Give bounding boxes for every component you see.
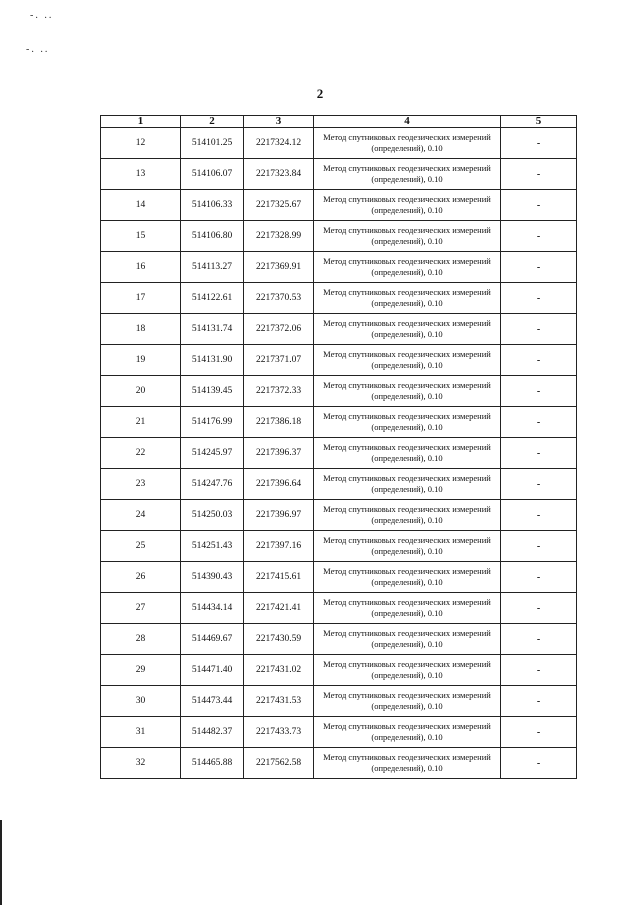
y-coordinate-cell: 2217433.73 [244, 717, 314, 748]
scan-mark: -. .. [30, 10, 54, 21]
y-coordinate-cell: 2217421.41 [244, 593, 314, 624]
method-cell: Метод спутниковых геодезических измерений (определений), 0.10 [314, 593, 501, 624]
description-cell: - [501, 159, 577, 190]
description-cell: - [501, 252, 577, 283]
method-cell: Метод спутниковых геодезических измерений (определений), 0.10 [314, 283, 501, 314]
table-row [101, 686, 577, 717]
point-number-cell: 16 [101, 252, 181, 283]
page-number: 2 [316, 86, 324, 101]
point-number-cell: 28 [101, 624, 181, 655]
description-cell: - [501, 624, 577, 655]
y-coordinate-cell: 2217369.91 [244, 252, 314, 283]
table-row [101, 500, 577, 531]
y-coordinate-cell: 2217396.97 [244, 500, 314, 531]
x-coordinate-cell: 514122.61 [181, 283, 244, 314]
description-cell: - [501, 469, 577, 500]
table-row [101, 314, 577, 345]
x-coordinate-cell: 514131.74 [181, 314, 244, 345]
point-number-cell: 22 [101, 438, 181, 469]
x-coordinate-cell: 514434.14 [181, 593, 244, 624]
y-coordinate-cell: 2217325.67 [244, 190, 314, 221]
point-number-cell: 30 [101, 686, 181, 717]
point-number-cell: 21 [101, 407, 181, 438]
x-coordinate-cell: 514247.76 [181, 469, 244, 500]
description-cell: - [501, 345, 577, 376]
description-cell: - [501, 562, 577, 593]
point-number-cell: 15 [101, 221, 181, 252]
description-cell: - [501, 190, 577, 221]
description-cell: - [501, 655, 577, 686]
table-row [101, 345, 577, 376]
table-row [101, 376, 577, 407]
x-coordinate-cell: 514251.43 [181, 531, 244, 562]
scan-edge [0, 820, 2, 905]
method-cell: Метод спутниковых геодезических измерений (определений), 0.10 [314, 128, 501, 159]
table-row [101, 469, 577, 500]
point-number-cell: 29 [101, 655, 181, 686]
table-row [101, 655, 577, 686]
x-coordinate-cell: 514390.43 [181, 562, 244, 593]
method-cell: Метод спутниковых геодезических измерений (определений), 0.10 [314, 438, 501, 469]
table-row [101, 593, 577, 624]
x-coordinate-cell: 514465.88 [181, 748, 244, 779]
x-coordinate-cell: 514106.80 [181, 221, 244, 252]
point-number-cell: 13 [101, 159, 181, 190]
y-coordinate-cell: 2217396.37 [244, 438, 314, 469]
y-coordinate-cell: 2217397.16 [244, 531, 314, 562]
method-cell: Метод спутниковых геодезических измерений (определений), 0.10 [314, 531, 501, 562]
x-coordinate-cell: 514469.67 [181, 624, 244, 655]
table-row [101, 221, 577, 252]
y-coordinate-cell: 2217562.58 [244, 748, 314, 779]
method-cell: Метод спутниковых геодезических измерений (определений), 0.10 [314, 345, 501, 376]
y-coordinate-cell: 2217431.02 [244, 655, 314, 686]
description-cell: - [501, 748, 577, 779]
x-coordinate-cell: 514245.97 [181, 438, 244, 469]
point-number-cell: 20 [101, 376, 181, 407]
description-cell: - [501, 221, 577, 252]
description-cell: - [501, 686, 577, 717]
x-coordinate-cell: 514482.37 [181, 717, 244, 748]
point-number-cell: 25 [101, 531, 181, 562]
coordinates-table [100, 115, 577, 779]
x-coordinate-cell: 514471.40 [181, 655, 244, 686]
column-header-point-number: 1 [101, 116, 181, 128]
y-coordinate-cell: 2217324.12 [244, 128, 314, 159]
method-cell: Метод спутниковых геодезических измерений (определений), 0.10 [314, 407, 501, 438]
y-coordinate-cell: 2217372.06 [244, 314, 314, 345]
x-coordinate-cell: 514131.90 [181, 345, 244, 376]
method-cell: Метод спутниковых геодезических измерений (определений), 0.10 [314, 252, 501, 283]
table-row [101, 190, 577, 221]
method-cell: Метод спутниковых геодезических измерений (определений), 0.10 [314, 686, 501, 717]
table-body [101, 128, 577, 779]
description-cell: - [501, 128, 577, 159]
point-number-cell: 27 [101, 593, 181, 624]
method-cell: Метод спутниковых геодезических измерений (определений), 0.10 [314, 562, 501, 593]
point-number-cell: 24 [101, 500, 181, 531]
point-number-cell: 32 [101, 748, 181, 779]
y-coordinate-cell: 2217431.53 [244, 686, 314, 717]
column-header-description: 5 [501, 116, 577, 128]
table-row [101, 252, 577, 283]
description-cell: - [501, 531, 577, 562]
y-coordinate-cell: 2217396.64 [244, 469, 314, 500]
table-row [101, 128, 577, 159]
table-row [101, 283, 577, 314]
method-cell: Метод спутниковых геодезических измерений (определений), 0.10 [314, 221, 501, 252]
point-number-cell: 17 [101, 283, 181, 314]
point-number-cell: 23 [101, 469, 181, 500]
table-row [101, 438, 577, 469]
y-coordinate-cell: 2217372.33 [244, 376, 314, 407]
table-row [101, 717, 577, 748]
point-number-cell: 19 [101, 345, 181, 376]
table-row [101, 407, 577, 438]
y-coordinate-cell: 2217430.59 [244, 624, 314, 655]
x-coordinate-cell: 514106.07 [181, 159, 244, 190]
y-coordinate-cell: 2217370.53 [244, 283, 314, 314]
y-coordinate-cell: 2217371.07 [244, 345, 314, 376]
method-cell: Метод спутниковых геодезических измерений (определений), 0.10 [314, 159, 501, 190]
x-coordinate-cell: 514250.03 [181, 500, 244, 531]
method-cell: Метод спутниковых геодезических измерений (определений), 0.10 [314, 717, 501, 748]
method-cell: Метод спутниковых геодезических измерений (определений), 0.10 [314, 190, 501, 221]
column-header-y: 3 [244, 116, 314, 128]
table-row [101, 562, 577, 593]
point-number-cell: 12 [101, 128, 181, 159]
description-cell: - [501, 376, 577, 407]
description-cell: - [501, 283, 577, 314]
method-cell: Метод спутниковых геодезических измерений (определений), 0.10 [314, 314, 501, 345]
column-header-method: 4 [314, 116, 501, 128]
table-row [101, 748, 577, 779]
y-coordinate-cell: 2217328.99 [244, 221, 314, 252]
method-cell: Метод спутниковых геодезических измерений (определений), 0.10 [314, 500, 501, 531]
point-number-cell: 31 [101, 717, 181, 748]
point-number-cell: 18 [101, 314, 181, 345]
table-row [101, 159, 577, 190]
point-number-cell: 14 [101, 190, 181, 221]
table-row [101, 624, 577, 655]
description-cell: - [501, 593, 577, 624]
x-coordinate-cell: 514106.33 [181, 190, 244, 221]
y-coordinate-cell: 2217386.18 [244, 407, 314, 438]
x-coordinate-cell: 514139.45 [181, 376, 244, 407]
description-cell: - [501, 314, 577, 345]
method-cell: Метод спутниковых геодезических измерений (определений), 0.10 [314, 624, 501, 655]
scan-mark: -. .. [26, 44, 50, 55]
column-header-x: 2 [181, 116, 244, 128]
x-coordinate-cell: 514101.25 [181, 128, 244, 159]
description-cell: - [501, 407, 577, 438]
table-header-row [101, 116, 577, 128]
method-cell: Метод спутниковых геодезических измерений (определений), 0.10 [314, 376, 501, 407]
method-cell: Метод спутниковых геодезических измерений (определений), 0.10 [314, 469, 501, 500]
description-cell: - [501, 717, 577, 748]
point-number-cell: 26 [101, 562, 181, 593]
method-cell: Метод спутниковых геодезических измерений (определений), 0.10 [314, 748, 501, 779]
y-coordinate-cell: 2217323.84 [244, 159, 314, 190]
x-coordinate-cell: 514473.44 [181, 686, 244, 717]
table-row [101, 531, 577, 562]
description-cell: - [501, 500, 577, 531]
method-cell: Метод спутниковых геодезических измерений (определений), 0.10 [314, 655, 501, 686]
description-cell: - [501, 438, 577, 469]
y-coordinate-cell: 2217415.61 [244, 562, 314, 593]
x-coordinate-cell: 514113.27 [181, 252, 244, 283]
x-coordinate-cell: 514176.99 [181, 407, 244, 438]
